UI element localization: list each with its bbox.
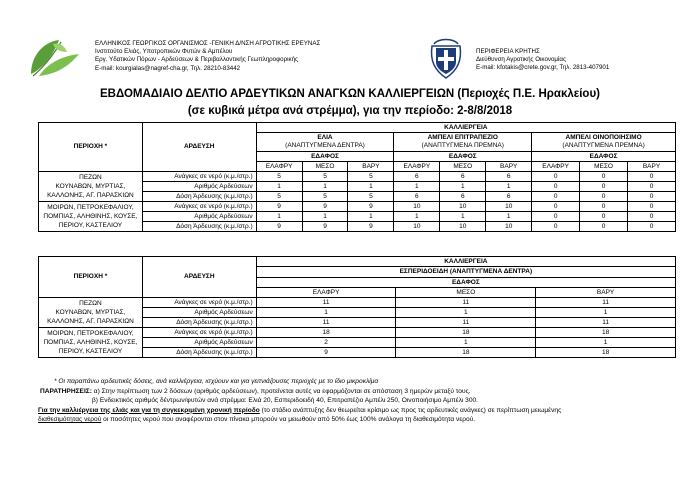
- irrigation-table-2: [38, 256, 676, 358]
- value-cell: 0: [580, 222, 628, 232]
- final-note-line1: [38, 406, 561, 416]
- elgo-logo-icon: [25, 36, 85, 80]
- row-label: Ανάγκες σε νερό (κ.μ./στρ.): [142, 202, 256, 212]
- value-cell: 0: [532, 172, 580, 182]
- row-label: Δόση Άρδευσης (κ.μ./στρ.): [142, 222, 256, 232]
- value-cell: 0: [580, 202, 628, 212]
- value-cell: 0: [628, 202, 676, 212]
- header-right: [420, 36, 690, 86]
- value-cell: 11: [256, 298, 396, 308]
- header-right-line: E-mail: kfotakis@crete.gov.gr, Τηλ. 2813-407901: [476, 64, 610, 72]
- document-subtitle: (σε κυβικά μέτρα ανά στρέμμα), για την περίοδο: 2-8/8/2018: [187, 105, 513, 117]
- table-row: [39, 202, 676, 212]
- header-left-text: [95, 40, 320, 73]
- row-label: Δόση Άρδευσης (κ.μ./στρ.): [142, 348, 256, 358]
- remark-a: α) Στην περίπτωση των 2 δόσεων (αριθμός αρδεύσεων), προτείνεται αυτές να εφαρμόζονται σε απόσταση 3 ημερών μεταξύ τους.: [93, 387, 471, 395]
- value-cell: 5: [256, 172, 302, 182]
- soil-light: ΕΛΑΦΡΥ: [532, 162, 580, 172]
- value-cell: 6: [394, 192, 440, 202]
- value-cell: 0: [580, 172, 628, 182]
- area-cell: ΜΟΙΡΩΝ, ΠΕΤΡΟΚΕΦΑΛΙΟΥ, ΠΟΜΠΙΑΣ, ΑΛΗΘΙΝΗΣ, ΚΟΥΣΕ, ΠΕΡΙΟΥ, ΚΑΣΤΕΛΙΟΥ: [39, 328, 143, 358]
- value-cell: 1: [396, 308, 536, 318]
- value-cell: 6: [486, 172, 532, 182]
- area-cell: ΠΕΖΩΝ ΚΟΥΝΑΒΩΝ, ΜΥΡΤΙΑΣ, ΚΑΛΛΟΝΗΣ, ΑΓ. ΠΑΡΑΣΚΙΩΝ: [39, 298, 143, 328]
- soil-medium: ΜΕΣΟ: [302, 162, 348, 172]
- value-cell: 5: [348, 192, 394, 202]
- value-cell: 18: [536, 328, 676, 338]
- soil-label: ΕΔΑΦΟΣ: [256, 278, 675, 288]
- row-label: Δόση Άρδευσης (κ.μ./στρ.): [142, 192, 256, 202]
- value-cell: 11: [256, 318, 396, 328]
- soil-medium: ΜΕΣΟ: [396, 288, 536, 298]
- soil-heavy: ΒΑΡΥ: [348, 162, 394, 172]
- value-cell: 1: [396, 338, 536, 348]
- value-cell: 1: [536, 338, 676, 348]
- remark-b: β) Ενδεικτικός αριθμός δέντρων/φυτών ανά στρέμμα: Ελιά 20, Εσπεριδοειδή 40, Επιτραπέζιο Αμπέλι 250, Οινοποιήσιμο Αμπέλι 300.: [92, 397, 479, 405]
- value-cell: 0: [532, 182, 580, 192]
- value-cell: 10: [486, 222, 532, 232]
- final-note-line2-rest: οι ποσότητες νερού που αναφέρονται στον πίνακα μπορούν να μειωθούν από 50% έως 100% ανάλογα τη διαθεσιμότητα νερού.: [101, 416, 476, 424]
- soil-heavy: ΒΑΡΥ: [536, 288, 676, 298]
- value-cell: 9: [256, 202, 302, 212]
- header-left-line: ΕΛΛΗΝΙΚΟΣ ΓΕΩΡΓΙΚΟΣ ΟΡΓΑΝΙΣΜΟΣ -ΓΕΝΙΚΗ Δ/ΝΣΗ ΑΓΡΟΤΙΚΗΣ ΕΡΕΥΝΑΣ: [95, 40, 321, 47]
- final-note-underlined: διαθεσιμότητας νερού: [38, 416, 102, 424]
- remark-a-line: [40, 387, 561, 397]
- value-cell: 10: [394, 222, 440, 232]
- row-label: Αριθμός Αρδεύσεων: [142, 212, 256, 222]
- value-cell: 1: [348, 212, 394, 222]
- value-cell: 1: [302, 212, 348, 222]
- value-cell: 1: [394, 182, 440, 192]
- value-cell: 0: [532, 212, 580, 222]
- col-header-area: ΠΕΡΙΟΧΗ *: [39, 123, 143, 172]
- soil-label: ΕΔΑΦΟΣ: [394, 152, 532, 162]
- row-label: Αριθμός Αρδεύσεων: [142, 308, 256, 318]
- area-cell: ΠΕΖΩΝ ΚΟΥΝΑΒΩΝ, ΜΥΡΤΙΑΣ, ΚΑΛΛΟΝΗΣ, ΑΓ. ΠΑΡΑΣΚΙΩΝ: [39, 172, 143, 202]
- value-cell: 1: [440, 212, 486, 222]
- value-cell: 5: [302, 172, 348, 182]
- value-cell: 11: [536, 318, 676, 328]
- row-label: Αριθμός Αρδεύσεων: [142, 338, 256, 348]
- value-cell: 1: [440, 182, 486, 192]
- value-cell: 9: [302, 222, 348, 232]
- final-note-rest: (το στάδιο ανάπτυξης δεν θεωρείται κρίσιμο ως προς τις αρδευτικές ανάγκες) σε περίπτωση μειωμένης: [259, 406, 562, 414]
- value-cell: 10: [394, 202, 440, 212]
- value-cell: 9: [256, 348, 396, 358]
- value-cell: 2: [256, 338, 396, 348]
- table-row: [39, 172, 676, 182]
- table-row: [39, 328, 676, 338]
- value-cell: 6: [440, 172, 486, 182]
- value-cell: 1: [256, 182, 302, 192]
- value-cell: 0: [628, 192, 676, 202]
- final-note-line2: [38, 415, 561, 425]
- value-cell: 11: [396, 298, 536, 308]
- soil-medium: ΜΕΣΟ: [580, 162, 628, 172]
- value-cell: 6: [440, 192, 486, 202]
- col-header-irrigation: ΑΡΔΕΥΣΗ: [142, 257, 256, 298]
- value-cell: 18: [256, 328, 396, 338]
- crops-header: ΚΑΛΛΙΕΡΓΕΙΑ: [256, 123, 675, 133]
- footnote: * Οι παραπάνω αρδευτικές δόσεις, ανά καλλιέργεια, ισχύουν και για γειτνιάζουσες περιοχές με το ίδιο μικροκλίμα: [54, 378, 379, 385]
- value-cell: 11: [396, 318, 536, 328]
- value-cell: 5: [302, 192, 348, 202]
- table-row: [39, 298, 676, 308]
- final-note-bold: Για την καλλιέργεια της ελιάς και για τη συγκεκριμένη χρονική περίοδο: [38, 406, 260, 414]
- crop-olive: ΕΛΙΑ (ΑΝΑΠΤΥΓΜΕΝΑ ΔΕΝΤΡΑ): [256, 133, 394, 152]
- soil-label: ΕΔΑΦΟΣ: [532, 152, 676, 162]
- value-cell: 1: [256, 212, 302, 222]
- value-cell: 1: [536, 308, 676, 318]
- value-cell: 1: [486, 212, 532, 222]
- value-cell: 18: [396, 348, 536, 358]
- header-right-line: Διεύθυνση Αγροτικής Οικονομίας: [476, 56, 566, 64]
- value-cell: 1: [348, 182, 394, 192]
- value-cell: 18: [396, 328, 536, 338]
- value-cell: 0: [628, 172, 676, 182]
- value-cell: 5: [256, 192, 302, 202]
- irrigation-table-1: [38, 122, 676, 232]
- remarks-label: ΠΑΡΑΤΗΡΗΣΕΙΣ:: [40, 387, 92, 395]
- value-cell: 0: [628, 212, 676, 222]
- document-title: ΕΒΔΟΜΑΔΙΑΙΟ ΔΕΛΤΙΟ ΑΡΔΕΥΤΙΚΩΝ ΑΝΑΓΚΩΝ ΚΑΛΛΙΕΡΓΕΙΩΝ (Περιοχές Π.Ε. Ηρακλείου): [100, 88, 600, 100]
- header-left: [25, 36, 325, 86]
- greek-crest-icon: [428, 36, 464, 80]
- soil-light: ΕΛΑΦΡΥ: [394, 162, 440, 172]
- row-label: Δόση Άρδευσης (κ.μ./στρ.): [142, 318, 256, 328]
- crop-wine-grape: ΑΜΠΕΛΙ ΟΙΝΟΠΟΙΗΣΙΜΟ (ΑΝΑΠΤΥΓΜΕΝΑ ΠΡΕΜΝΑ): [532, 133, 676, 152]
- value-cell: 0: [532, 222, 580, 232]
- value-cell: 1: [394, 212, 440, 222]
- area-cell: ΜΟΙΡΩΝ, ΠΕΤΡΟΚΕΦΑΛΙΟΥ, ΠΟΜΠΙΑΣ, ΑΛΗΘΙΝΗΣ, ΚΟΥΣΕ, ΠΕΡΙΟΥ, ΚΑΣΤΕΛΙΟΥ: [39, 202, 143, 232]
- notes-section: [40, 377, 561, 425]
- crop-citrus: ΕΣΠΕΡΙΔΟΕΙΔΗ (ΑΝΑΠΤΥΓΜΕΝΑ ΔΕΝΤΡΑ): [256, 267, 675, 278]
- soil-light: ΕΛΑΦΡΥ: [256, 162, 302, 172]
- value-cell: 6: [394, 172, 440, 182]
- soil-heavy: ΒΑΡΥ: [628, 162, 676, 172]
- value-cell: 0: [628, 222, 676, 232]
- soil-light: ΕΛΑΦΡΥ: [256, 288, 396, 298]
- header-right-line: ΠΕΡΙΦΕΡΕΙΑ ΚΡΗΤΗΣ: [476, 48, 540, 55]
- row-label: Ανάγκες σε νερό (κ.μ./στρ.): [142, 328, 256, 338]
- value-cell: 9: [348, 222, 394, 232]
- value-cell: 0: [532, 192, 580, 202]
- header-left-line: Ινστιτούτο Ελιάς, Υποτροπικών Φυτών & Αμπέλου: [95, 48, 233, 56]
- soil-medium: ΜΕΣΟ: [440, 162, 486, 172]
- header-right-text: [476, 48, 609, 73]
- value-cell: 1: [486, 182, 532, 192]
- col-header-area: ΠΕΡΙΟΧΗ *: [39, 257, 143, 298]
- crops-header: ΚΑΛΛΙΕΡΓΕΙΑ: [256, 257, 675, 267]
- value-cell: 0: [580, 212, 628, 222]
- row-label: Ανάγκες σε νερό (κ.μ./στρ.): [142, 172, 256, 182]
- value-cell: 0: [532, 202, 580, 212]
- value-cell: 6: [486, 192, 532, 202]
- value-cell: 9: [348, 202, 394, 212]
- header-left-line: E-mail: kourgialas@nagref-cha.gr, Τηλ. 28210-83442: [95, 64, 241, 72]
- crop-table-grape: ΑΜΠΕΛΙ ΕΠΙΤΡΑΠΕΖΙΟ (ΑΝΑΠΤΥΓΜΕΝΑ ΠΡΕΜΝΑ): [394, 133, 532, 152]
- value-cell: 9: [256, 222, 302, 232]
- value-cell: 11: [536, 298, 676, 308]
- value-cell: 10: [486, 202, 532, 212]
- row-label: Αριθμός Αρδεύσεων: [142, 182, 256, 192]
- value-cell: 0: [628, 182, 676, 192]
- value-cell: 0: [580, 192, 628, 202]
- col-header-irrigation: ΑΡΔΕΥΣΗ: [142, 123, 256, 172]
- value-cell: 10: [440, 202, 486, 212]
- header-left-line: Εργ. Υδατικών Πόρων - Αρδεύσεων & Περιβαλλοντικής Γεωπληροφορικής: [95, 56, 298, 64]
- value-cell: 10: [440, 222, 486, 232]
- value-cell: 1: [256, 308, 396, 318]
- value-cell: 5: [348, 172, 394, 182]
- row-label: Ανάγκες σε νερό (κ.μ./στρ.): [142, 298, 256, 308]
- value-cell: 0: [580, 182, 628, 192]
- value-cell: 18: [536, 348, 676, 358]
- soil-heavy: ΒΑΡΥ: [486, 162, 532, 172]
- value-cell: 9: [302, 202, 348, 212]
- soil-label: ΕΔΑΦΟΣ: [256, 152, 394, 162]
- value-cell: 1: [302, 182, 348, 192]
